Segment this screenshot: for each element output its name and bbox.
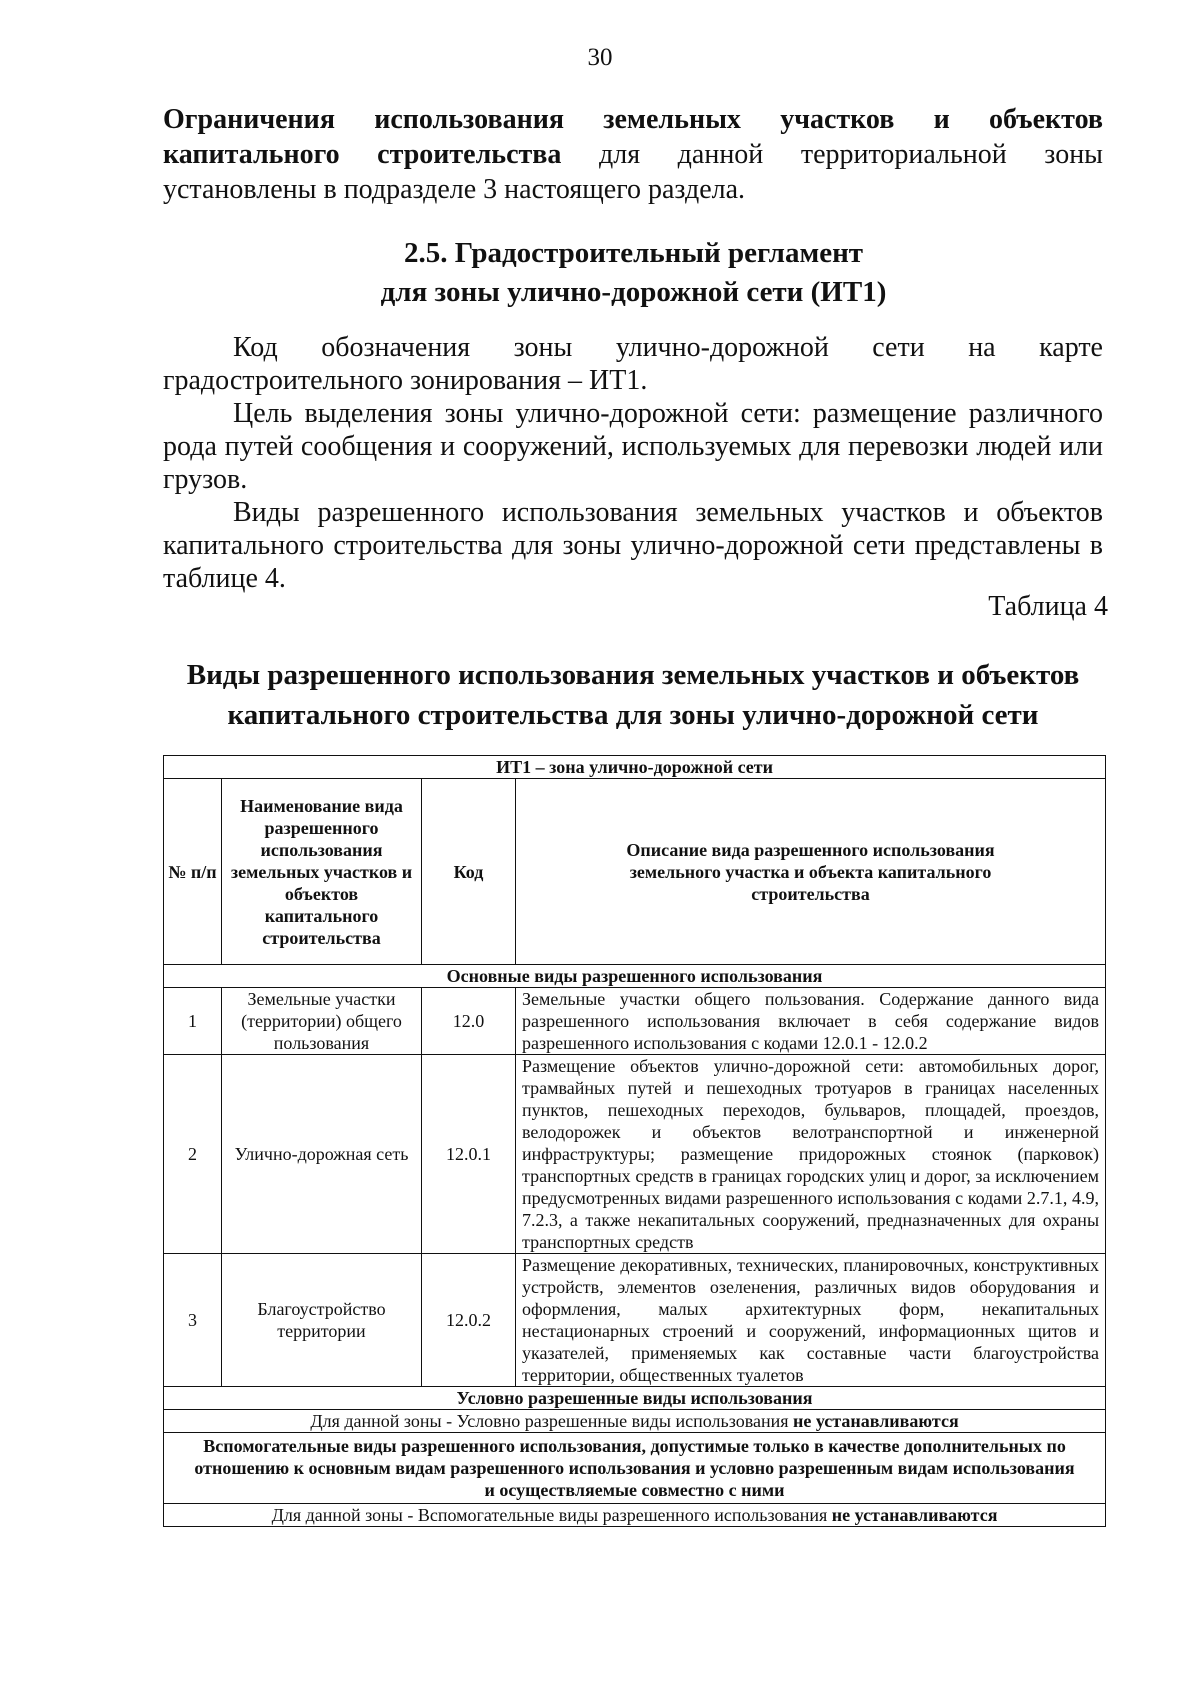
- intro-bold-text: Ограничения использования земельных участков и объектов капитального строительства: [163, 104, 1103, 170]
- row-2-name: Улично-дорожная сеть: [222, 1055, 422, 1254]
- row-1-code: 12.0: [422, 988, 516, 1055]
- auxiliary-uses-note-bold: не устанавливаются: [831, 1505, 998, 1525]
- row-1-num: 1: [164, 988, 222, 1055]
- zone-header-row: [164, 756, 1106, 779]
- conditional-uses-note-bold: не устанавливаются: [793, 1411, 959, 1431]
- column-header-row: [164, 779, 1106, 965]
- zone-header: ИТ1 – зона улично-дорожной сети: [164, 756, 1106, 779]
- col-header-code: Код: [422, 779, 516, 965]
- row-3-code: 12.0.2: [422, 1254, 516, 1387]
- table-row: [164, 1254, 1106, 1387]
- body-text: [163, 331, 1103, 595]
- section-title: [0, 234, 1200, 312]
- auxiliary-uses-note-row: [164, 1504, 1106, 1527]
- conditional-uses-note: [164, 1410, 1106, 1433]
- main-uses-header: Основные виды разрешенного использования: [164, 965, 1106, 988]
- col-header-description: Описание вида разрешенного использования земельного участка и объекта капитального строительства: [516, 779, 1106, 965]
- paragraph-zone-purpose: Цель выделения зоны улично-дорожной сети: размещение различного рода путей сообщения и сооружений, используемых для перевозки людей или грузов.: [163, 398, 1103, 495]
- row-2-num: 2: [164, 1055, 222, 1254]
- table-caption: Таблица 4: [988, 591, 1108, 622]
- row-1-name: Земельные участки (территории) общего пользования: [222, 988, 422, 1055]
- section-title-line1: 2.5. Градостроительный регламент: [403, 237, 864, 269]
- main-uses-header-row: [164, 965, 1106, 988]
- paragraph-table-reference: Виды разрешенного использования земельных участков и объектов капитального строительства для зоны улично-дорожной сети представлены в таблице 4.: [163, 497, 1103, 594]
- col-header-name: Наименование вида разрешенного использования земельных участков и объектов капитального строительства: [222, 779, 422, 965]
- auxiliary-uses-header-row: [164, 1433, 1106, 1504]
- land-use-table: [163, 755, 1106, 1527]
- row-1-description: Земельные участки общего пользования. Содержание данного вида разрешенного использования включает в себя содержание видов разрешенного использования с кодами 12.0.1 - 12.0.2: [516, 988, 1106, 1055]
- auxiliary-uses-header: Вспомогательные виды разрешенного использования, допустимые только в качестве дополнительных по отношению к основным видам разрешенного использования и условно разрешенным видам использования и осуществляемые совместно с ними: [164, 1433, 1106, 1504]
- row-3-num: 3: [164, 1254, 222, 1387]
- conditional-uses-header-row: [164, 1387, 1106, 1410]
- section-title-line2: для зоны улично-дорожной сети (ИТ1): [380, 276, 887, 308]
- conditional-uses-note-text: Для данной зоны - Условно разрешенные виды использования: [310, 1411, 793, 1431]
- intro-paragraph: [163, 102, 1103, 207]
- intro-rest-text: для данной территориальной зоны установлены в подразделе 3 настоящего раздела.: [163, 139, 1103, 205]
- page-number: 30: [587, 44, 613, 71]
- row-2-code: 12.0.1: [422, 1055, 516, 1254]
- conditional-uses-header: Условно разрешенные виды использования: [164, 1387, 1106, 1410]
- table-title: [163, 655, 1103, 735]
- table-title-line1: Виды разрешенного использования земельных участков и объектов: [186, 659, 1080, 691]
- row-3-name: Благоустройство территории: [222, 1254, 422, 1387]
- paragraph-zone-code: Код обозначения зоны улично-дорожной сети на карте градостроительного зонирования – ИТ1.: [163, 332, 1103, 396]
- table-row: [164, 988, 1106, 1055]
- col-header-num: № п/п: [164, 779, 222, 965]
- row-3-description: Размещение декоративных, технических, планировочных, конструктивных устройств, элементов озеленения, различных видов оборудования и оформления, малых архитектурных форм, некапитальных нестационарных строений и сооружений, информационных щитов и указателей, применяемых как составные части благоустройства территории, общественных туалетов: [516, 1254, 1106, 1387]
- auxiliary-uses-note: [164, 1504, 1106, 1527]
- table-title-line2: капитального строительства для зоны улично-дорожной сети: [227, 699, 1039, 731]
- conditional-uses-note-row: [164, 1410, 1106, 1433]
- auxiliary-uses-note-text: Для данной зоны - Вспомогательные виды разрешенного использования: [271, 1505, 832, 1525]
- row-2-description: Размещение объектов улично-дорожной сети: автомобильных дорог, трамвайных путей и пешеходных тротуаров в границах населенных пунктов, пешеходных переходов, бульваров, площадей, проездов, велодорожек и объектов велотранспортной и инженерной инфраструктуры; размещение придорожных стоянок (парковок) транспортных средств в границах городских улиц и дорог, за исключением предусмотренных видами разрешенного использования с кодами 2.7.1, 4.9, 7.2.3, а также некапитальных сооружений, предназначенных для охраны транспортных средств: [516, 1055, 1106, 1254]
- table-row: [164, 1055, 1106, 1254]
